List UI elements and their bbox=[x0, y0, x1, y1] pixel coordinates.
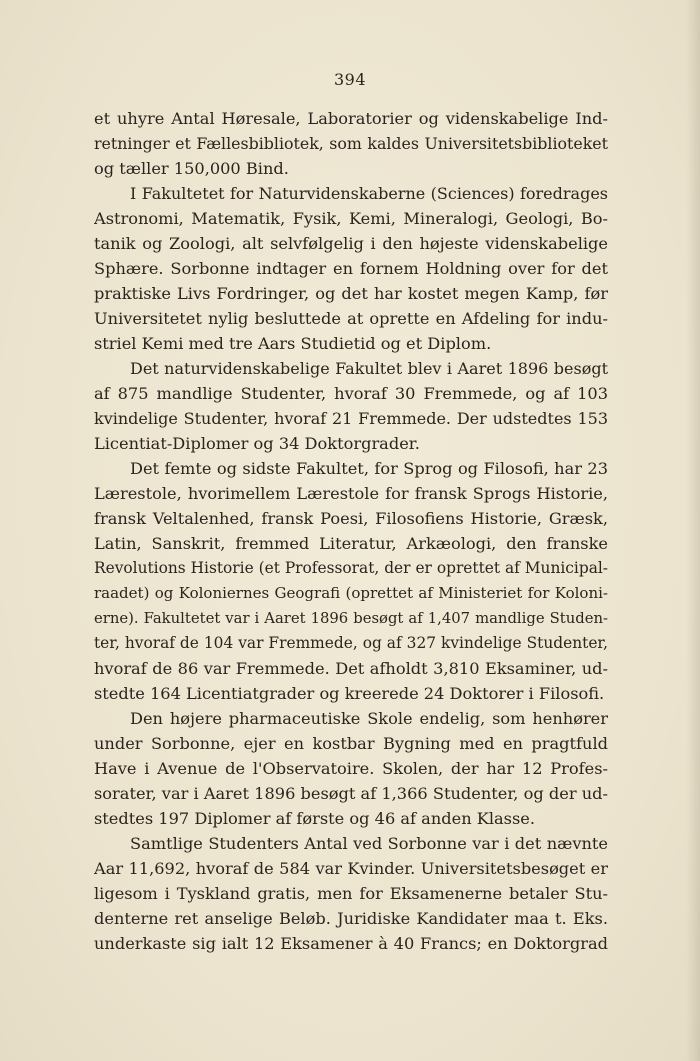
text-line: denterne ret anselige Beløb. Juridiske Kandidater maa t. Eks. bbox=[94, 909, 608, 928]
text-line: et uhyre Antal Høresale, Laboratorier og videnskabelige Ind- bbox=[94, 109, 608, 128]
text-line: Sphære. Sorbonne indtager en fornem Holdning over for det bbox=[94, 259, 608, 278]
page-edge-shadow bbox=[686, 0, 700, 1061]
text-line: retninger et Fællesbibliotek, som kaldes Universitetsbiblioteket bbox=[94, 134, 608, 153]
text-line: Have i Avenue de l'Observatoire. Skolen, der har 12 Profes- bbox=[94, 759, 608, 778]
text-line: Revolutions Historie (et Professorat, der er oprettet af Municipal- bbox=[94, 559, 608, 577]
text-line: Aar 11,692, hvoraf de 584 var Kvinder. Universitetsbesøget er bbox=[94, 859, 608, 878]
text-line: I Fakultetet for Naturvidenskaberne (Sciences) foredrages bbox=[130, 184, 608, 203]
text-line: stedtes 197 Diplomer af første og 46 af anden Klasse. bbox=[94, 809, 536, 828]
text-line: og tæller 150,000 Bind. bbox=[94, 159, 289, 178]
text-line: sorater, var i Aaret 1896 besøgt af 1,366 Studenter, og der ud- bbox=[94, 784, 608, 803]
text-line: underkaste sig ialt 12 Eksamener à 40 Francs; en Doktorgrad bbox=[94, 934, 608, 953]
text-line: Den højere pharmaceutiske Skole endelig, som henhører bbox=[130, 709, 608, 728]
text-line: Samtlige Studenters Antal ved Sorbonne var i det nævnte bbox=[130, 834, 608, 853]
text-line: kvindelige Studenter, hvoraf 21 Fremmede. Der udstedtes 153 bbox=[94, 409, 608, 428]
text-line: raadet) og Koloniernes Geografi (oprettet af Ministeriet for Koloni- bbox=[94, 584, 608, 602]
text-line: ter, hvoraf de 104 var Fremmede, og af 327 kvindelige Studenter, bbox=[94, 634, 608, 652]
text-line: erne). Fakultetet var i Aaret 1896 besøgt af 1,407 mandlige Studen- bbox=[94, 610, 608, 627]
text-line: tanik og Zoologi, alt selvfølgelig i den højeste videnskabelige bbox=[94, 234, 608, 253]
text-line: ligesom i Tyskland gratis, men for Eksamenerne betaler Stu- bbox=[94, 884, 608, 903]
text-line: Lærestole, hvorimellem Lærestole for fransk Sprogs Historie, bbox=[94, 484, 608, 503]
text-line: Latin, Sanskrit, fremmed Literatur, Arkæologi, den franske bbox=[94, 534, 608, 553]
text-line: praktiske Livs Fordringer, og det har kostet megen Kamp, før bbox=[94, 284, 608, 303]
page-number: 394 bbox=[333, 70, 367, 89]
text-line: hvoraf de 86 var Fremmede. Det afholdt 3,810 Eksaminer, ud- bbox=[94, 659, 608, 678]
text-line: striel Kemi med tre Aars Studietid og et Diplom. bbox=[94, 334, 492, 353]
text-line: Astronomi, Matematik, Fysik, Kemi, Mineralogi, Geologi, Bo- bbox=[94, 209, 608, 228]
text-line: under Sorbonne, ejer en kostbar Bygning med en pragtfuld bbox=[94, 734, 608, 753]
body-text bbox=[94, 106, 608, 956]
text-line: stedte 164 Licentiatgrader og kreerede 24 Doktorer i Filosofi. bbox=[94, 684, 605, 703]
text-line: Universitetet nylig besluttede at oprette en Afdeling for indu- bbox=[94, 309, 608, 328]
text-line: Det femte og sidste Fakultet, for Sprog og Filosofi, har 23 bbox=[130, 459, 608, 478]
text-line: Det naturvidenskabelige Fakultet blev i Aaret 1896 besøgt bbox=[130, 359, 608, 378]
text-line: af 875 mandlige Studenter, hvoraf 30 Fremmede, og af 103 bbox=[94, 384, 608, 403]
text-line: Licentiat-Diplomer og 34 Doktorgrader. bbox=[94, 434, 420, 453]
text-line: fransk Veltalenhed, fransk Poesi, Filosofiens Historie, Græsk, bbox=[94, 509, 608, 528]
